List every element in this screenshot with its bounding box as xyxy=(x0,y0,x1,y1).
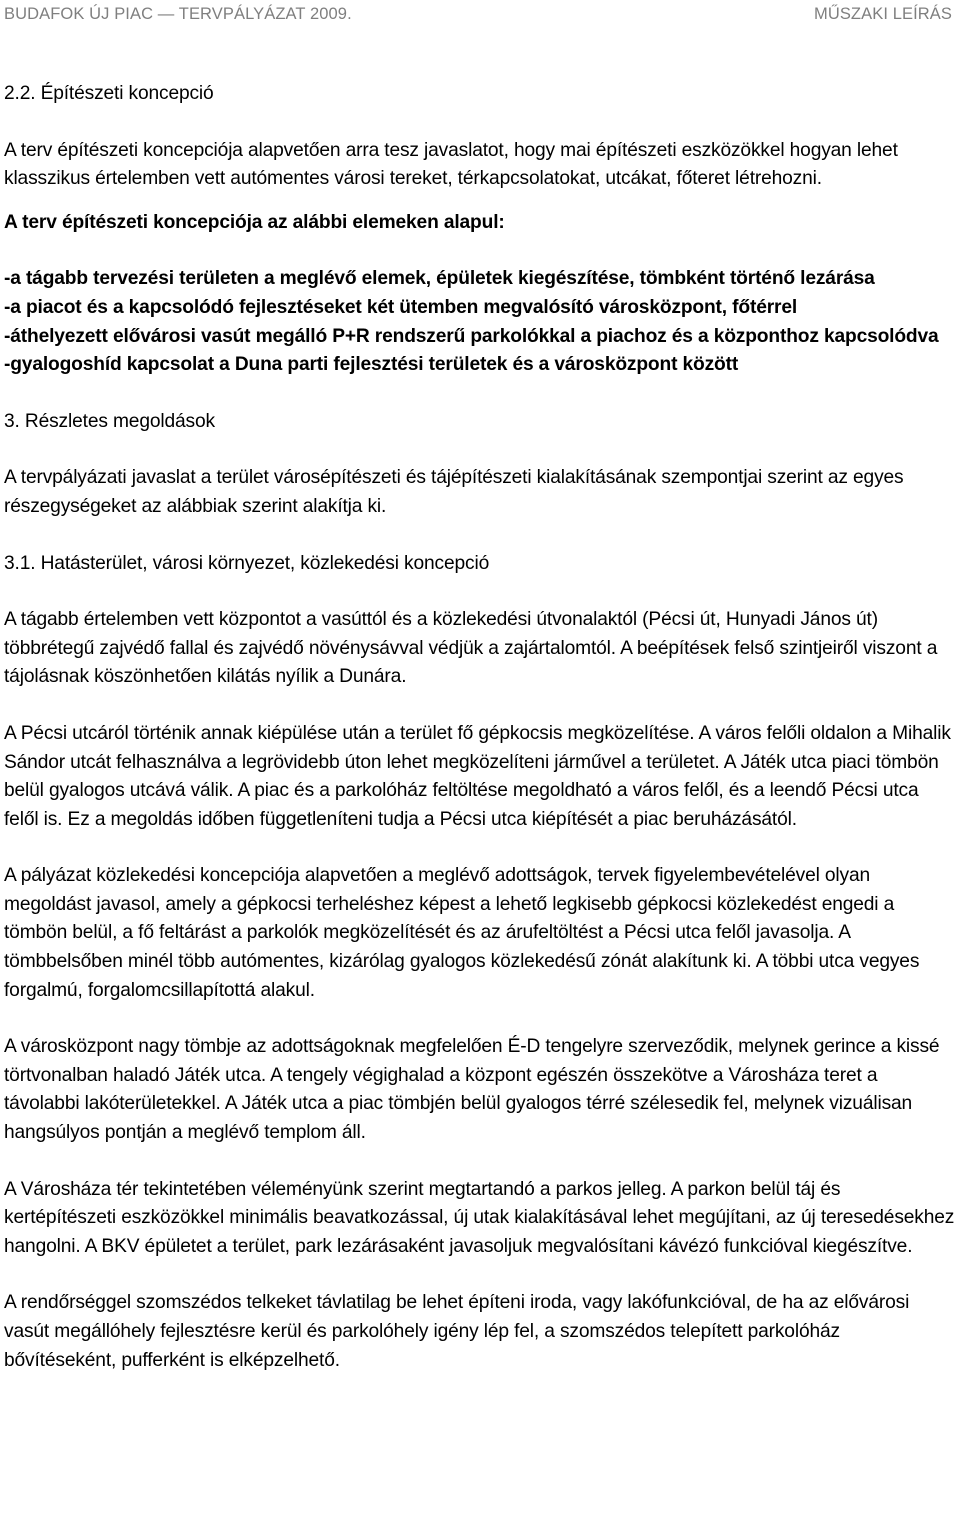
list-item: -áthelyezett elővárosi vasút megálló P+R rendszerű parkolókkal a piachoz és a központhoz kapcsolódva xyxy=(4,325,939,347)
list-item: -a tágabb tervezési területen a meglévő elemek, épületek kiegészítése, tömbként történő lezárása xyxy=(4,268,875,290)
paragraph-3-1-5: A Városháza tér tekintetében véleményünk szerint megtartandó a parkos jelleg. A parkon belül táj és kertépítészeti eszközökkel minimális beavatkozással, új utak kialakításával lehet megújítani, az új teresedésekhez hangolni. A BKV épületet a terület, park lezárásaként javasoljuk megvalósítani kávézó funkcióval kiegészítve. xyxy=(4,1178,955,1257)
concept-elements-list xyxy=(4,265,956,379)
section-heading-3-1: 3.1. Hatásterület, városi környezet, közlekedési koncepció xyxy=(4,552,490,574)
paragraph-3-1-4: A városközpont nagy tömbje az adottságoknak megfelelően É-D tengelyre szerveződik, melynek gerince a kissé törtvonalban haladó Játék utca. A tengely végighalad a központ egészén összekötve a Városháza teret a távolabbi lakóterületekkel. A Játék utca a piac tömbjén belül gyalogos térré szélesedik fel, melynek vizuálisan hangsúlyos pontján a meglévő templom áll. xyxy=(4,1036,940,1144)
paragraph-3: A tervpályázati javaslat a terület városépítészeti és tájépítészeti kialakításának szempontjai szerint az egyes részegységeket az alábbiak szerint alakítja ki. xyxy=(4,467,904,517)
paragraph-3-1-2: A Pécsi utcáról történik annak kiépülése után a terület fő gépkocsis megközelítése. A város felőli oldalon a Mihalik Sándor utcát felhasználva a legrövidebb úton lehet megközelíteni járművel a területet. A Játék utca piaci tömbön belül gyalogos utcává válik. A piac és a parkolóház feltöltése megoldható a város felől, és a leendő Pécsi utca felől is. Ez a megoldás időben függetleníteni tudja a Pécsi utca kiépítését a piac beruházásától. xyxy=(4,722,951,830)
section-heading-3-text: 3. Részletes megoldások xyxy=(4,410,215,432)
document-page xyxy=(4,0,956,1375)
header-right-title: MŰSZAKI LEÍRÁS xyxy=(813,5,952,23)
list-item: -a piacot és a kapcsolódó fejlesztéseket két ütemben megvalósító városközpont, főtérrel xyxy=(4,296,798,318)
section-heading-3 xyxy=(4,408,956,437)
paragraph-3-1-3: A pályázat közlekedési koncepciója alapvetően a meglévő adottságok, tervek figyelembevételével olyan megoldást javasol, amely a gépkocsi terheléshez képest a lehető legkisebb gépkocsi közlekedést engedi a tömbön belül, a fő feltárást a parkolók megközelítését és az árufeltöltést a Pécsi utca felől javasolja. A tömbbelsőben minél több autómentes, kizárólag gyalogos közlekedésű zónát alakítunk ki. A többi utca vegyes forgalmú, forgalomcsillapítottá alakul. xyxy=(4,865,920,1001)
paragraph-2-2-bold-intro: A terv építészeti koncepciója az alábbi elemeken alapul: xyxy=(4,211,505,233)
page-header xyxy=(4,0,956,37)
document-body xyxy=(4,80,956,1375)
paragraph-2-2-intro: A terv építészeti koncepciója alapvetően arra tesz javaslatot, hogy mai építészeti eszközökkel hogyan lehet klasszikus értelemben vett autómentes városi tereket, térkapcsolatokat, utcákat, főteret létrehozni. xyxy=(4,139,898,190)
section-heading-2-2: 2.2. Építészeti koncepció xyxy=(4,83,214,104)
paragraph-3-1-6: A rendőrséggel szomszédos telkeket távlatilag be lehet építeni iroda, vagy lakófunkcióval, de ha az elővárosi vasút megállóhely fejlesztésre kerül és parkolóhely igény lép fel, a szomszédos telepített parkolóház bővítéseként, pufferként is elképzelhető. xyxy=(4,1292,910,1371)
paragraph-3-1-1: A tágabb értelemben vett központot a vasúttól és a közlekedési útvonalaktól (Pécsi út, Hunyadi János út) többrétegű zajvédő fallal és zajvédő növénysávval védjük a zajártalomtól. A beépítések felső szintjeiről viszont a tájolásnak köszönhetően kilátás nyílik a Dunára. xyxy=(4,609,938,688)
header-left-title: BUDAFOK ÚJ PIAC — TERVPÁLYÁZAT 2009. xyxy=(4,5,352,23)
list-item: -gyalogoshíd kapcsolat a Duna parti fejlesztési területek és a városközpont között xyxy=(4,354,739,376)
